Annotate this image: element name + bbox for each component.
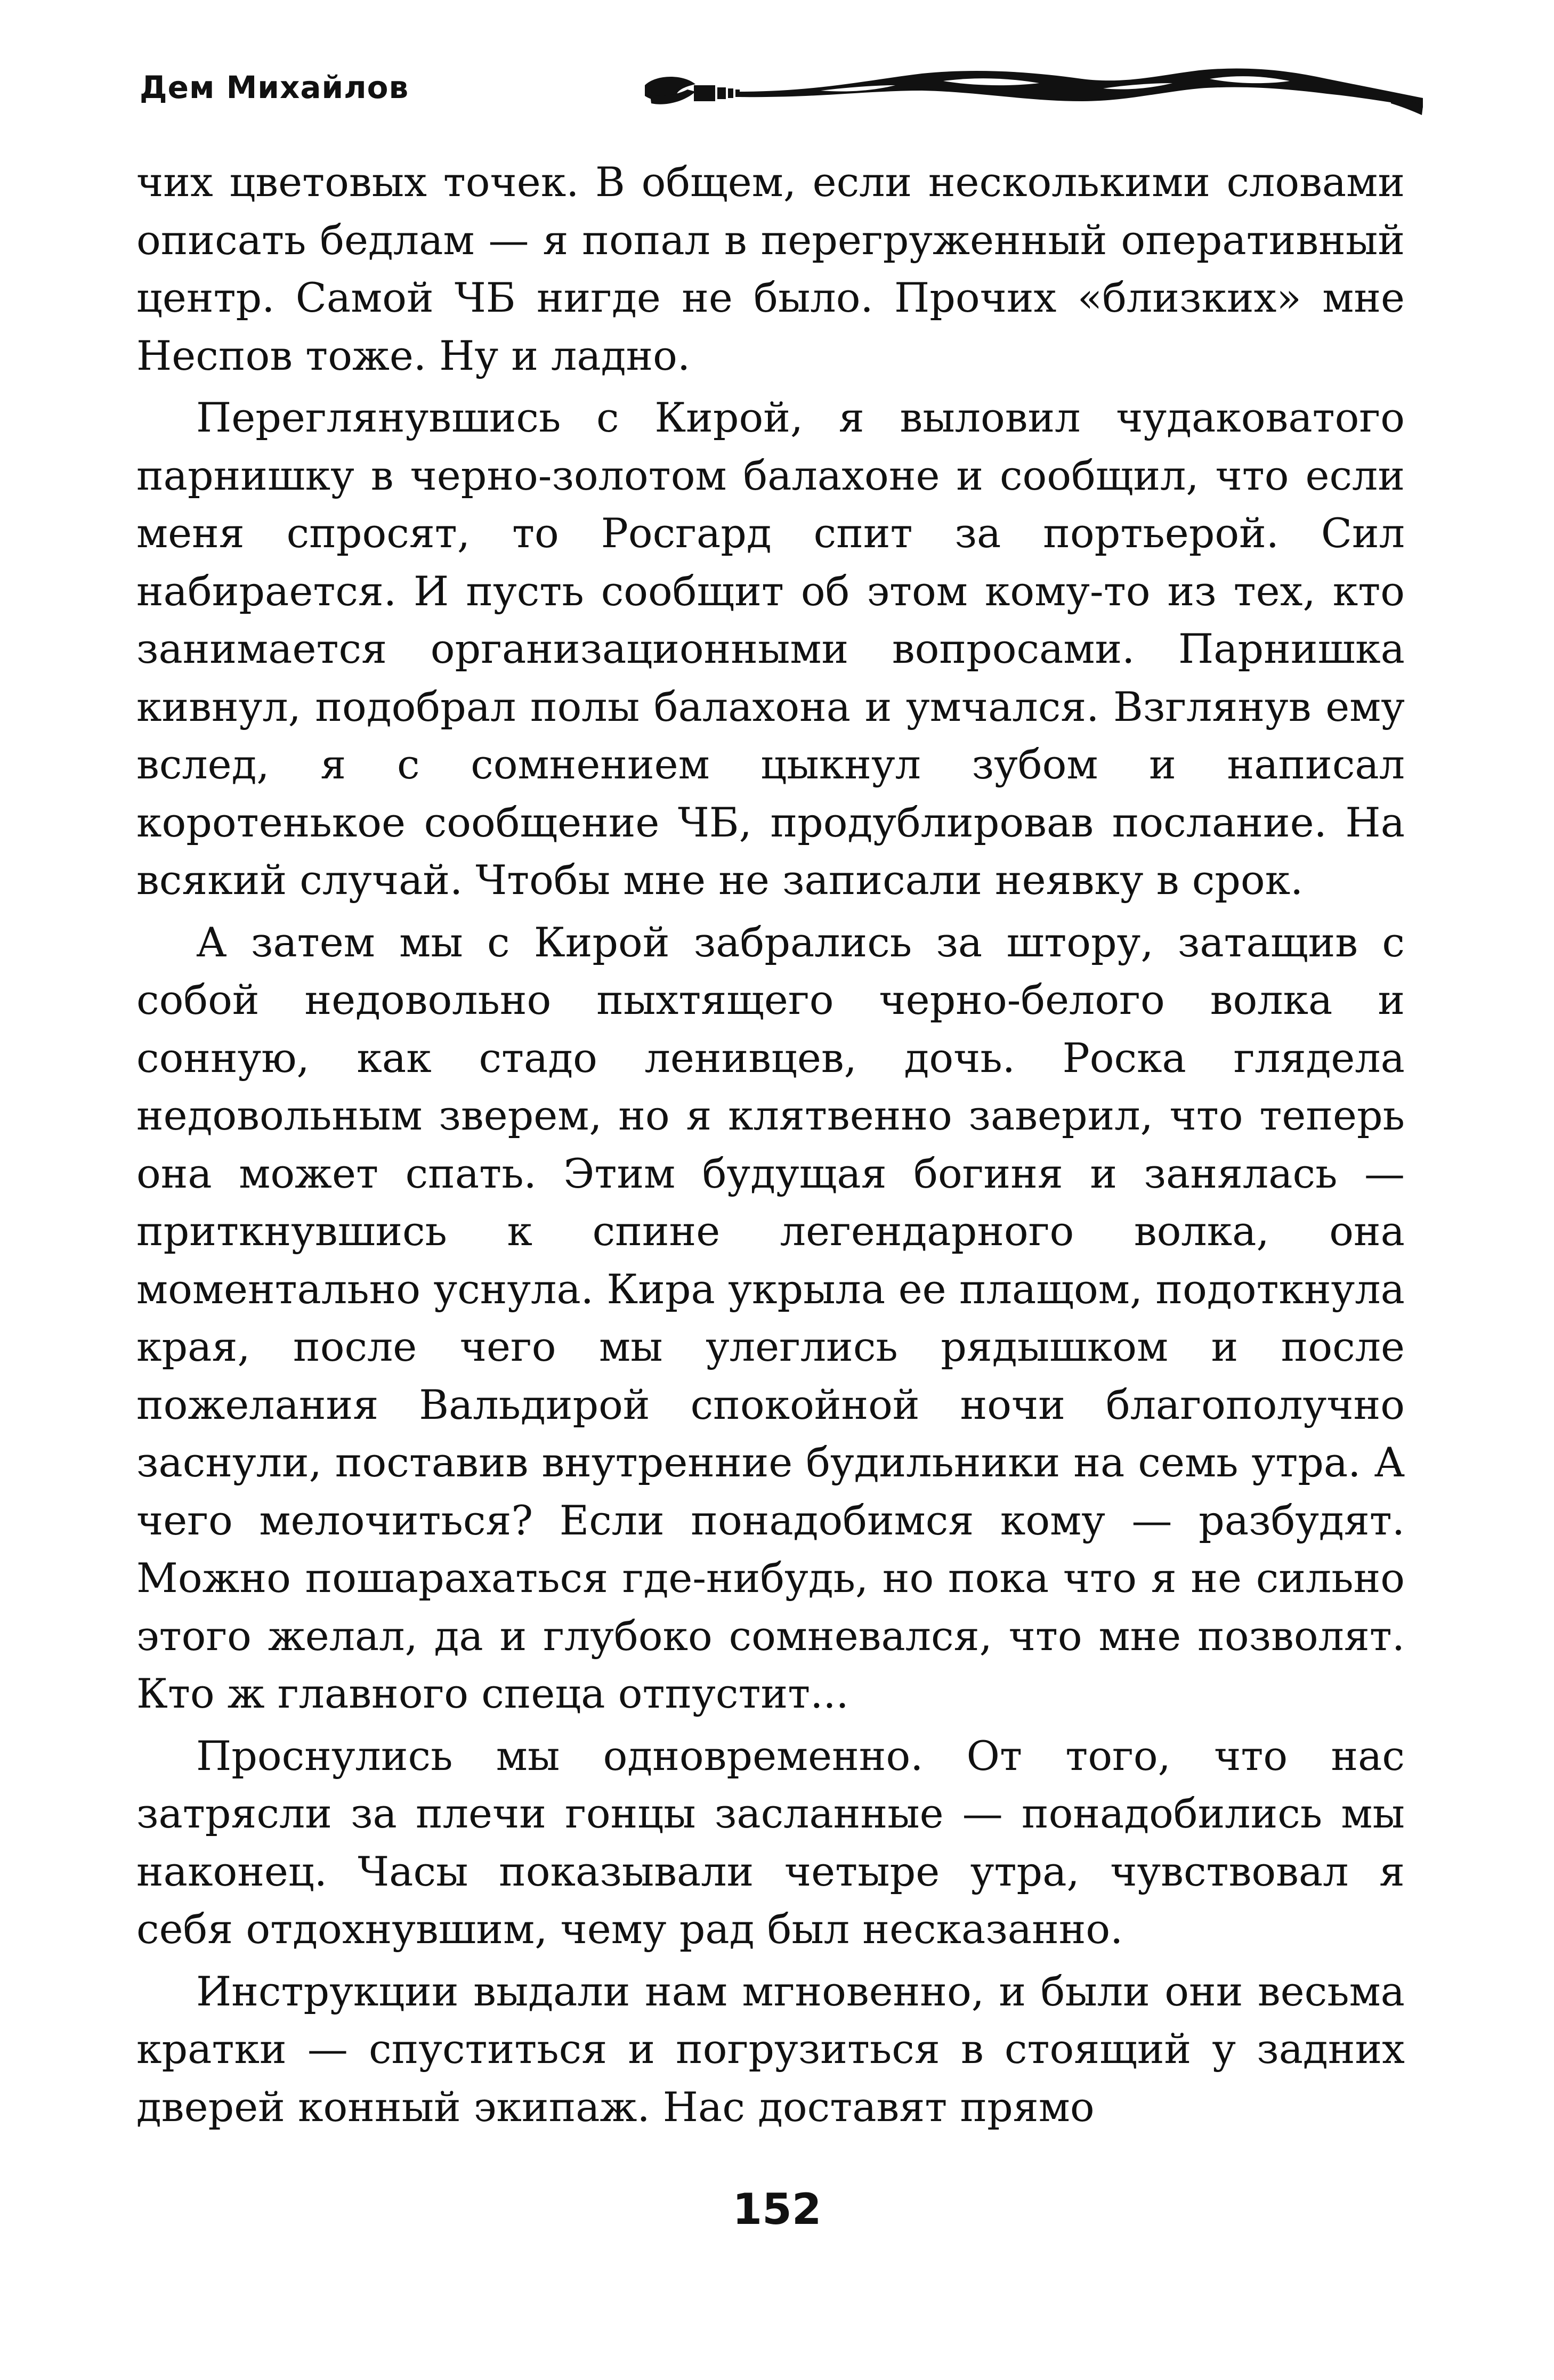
paragraph: А затем мы с Кирой забрались за штору, затащив с собой недовольно пыхтящего черно-белого волка и сонную, как стадо ленивцев, дочь. Роска глядела недовольным зверем, но я клятвенно заверил, что теперь она может спать. Этим будущая богиня и занялась — приткнувшись к спине легендарного волка, она моментально уснула. Кира укрыла ее плащом, подоткнула края, после чего мы улеглись рядышком и после пожелания Вальдирой спокойной ночи благополучно заснули, поставив внутренние будильники на семь утра. А чего мелочиться? Если понадобимся кому — разбудят. Можно пошарахаться где-нибудь, но пока что я не сильно этого желал, да и глубоко сомневался, что мне позволят. Кто ж главного спеца отпустит... — [136, 918, 1405, 1717]
body-text — [136, 153, 1405, 2136]
paragraph: чих цветовых точек. В общем, если несколькими словами описать бедлам — я попал в перегруженный оперативный центр. Самой ЧБ нигде не было. Прочих «близких» мне Неспов тоже. Ну и ладно. — [136, 158, 1405, 379]
paragraph: Проснулись мы одновременно. От того, что нас затрясли за плечи гонцы засланные — понадобились мы наконец. Часы показывали четыре утра, чувствовал я себя отдохнувшим, чему рад был несказанно. — [136, 1732, 1405, 1953]
running-header — [140, 64, 1440, 133]
page-number: 152 — [732, 2184, 822, 2234]
decorative-vine-ornament-icon — [645, 64, 1423, 128]
paragraph: Переглянувшись с Кирой, я выловил чудаковатого парнишку в черно-золотом балахоне и сообщил, что если меня спросят, то Росгард спит за портьерой. Сил набирается. И пусть сообщит об этом кому-то из тех, кто занимается организационными вопросами. Парнишка кивнул, подобрал полы балахона и умчался. Взглянув ему вслед, я с сомнением цыкнул зубом и написал коротенькое сообщение ЧБ, продублировав послание. На всякий случай. Чтобы мне не записали неявку в срок. — [136, 394, 1405, 904]
paragraph: Инструкции выдали нам мгновенно, и были они весьма кратки — спуститься и погрузиться в стоящий у задних дверей конный экипаж. Нас доставят прямо — [136, 1967, 1405, 2131]
author-name: Дем Михайлов — [140, 69, 409, 105]
